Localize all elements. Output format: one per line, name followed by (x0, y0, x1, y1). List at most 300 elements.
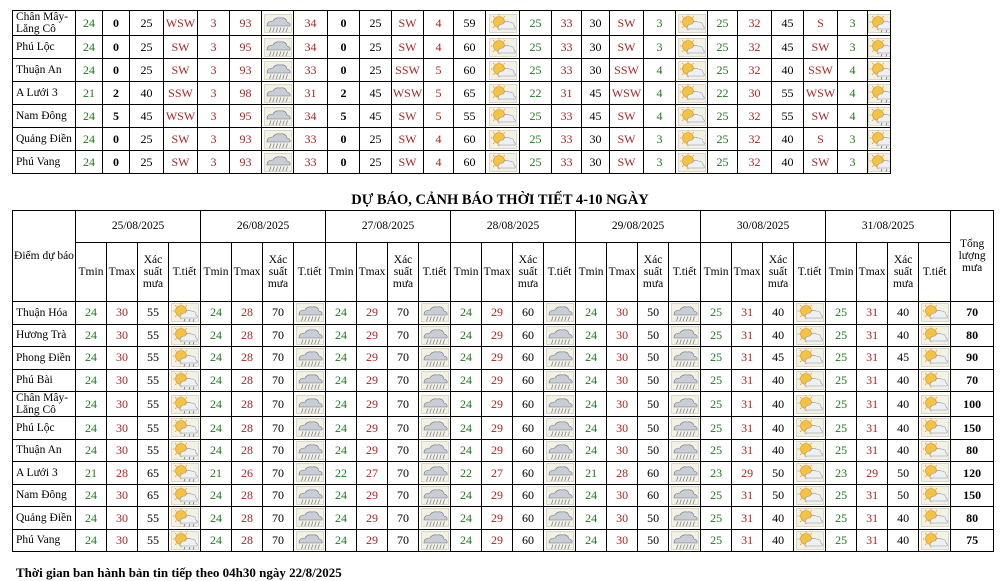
top-table-row (13, 36, 891, 59)
rain-probability-value: 40 (888, 392, 919, 417)
partly-cloudy-icon (486, 128, 520, 151)
tmax-value: 30 (107, 392, 138, 417)
partly-cloudy-icon (794, 369, 826, 392)
humidity-value: 30 (582, 59, 610, 82)
wind-speed-value: 3 (198, 11, 230, 36)
tmax-value: 34 (294, 105, 328, 128)
tmax-value: 30 (107, 347, 138, 370)
rain-probability-value: 60 (638, 484, 669, 507)
tmax-value: 30 (607, 484, 638, 507)
humidity-max-value: 93 (230, 59, 262, 82)
wind-speed-value: 4 (838, 105, 868, 128)
partly-cloudy-icon (794, 324, 826, 347)
tmax-value: 31 (294, 82, 328, 105)
rain-probability-value: 40 (763, 324, 794, 347)
wind-speed-value: 4 (644, 59, 676, 82)
tmax-value: 31 (732, 302, 763, 325)
tmax-value: 30 (107, 529, 138, 552)
weather-header: T.tiết (294, 242, 326, 301)
rain-probability-value: 60 (513, 302, 544, 325)
partly-cloudy-icon (676, 36, 708, 59)
partly-cloudy-icon (676, 11, 708, 36)
tmax-value: 27 (482, 462, 513, 485)
tmin-value: 25 (701, 439, 732, 462)
tmin-value: 22 (520, 82, 552, 105)
rain-probability-value: 40 (888, 369, 919, 392)
wind-dir-value: SW (392, 128, 424, 151)
humidity-value: 40 (772, 128, 804, 151)
rain-cloud-icon (294, 324, 326, 347)
wind-dir-value: SW (164, 59, 198, 82)
tmin-value: 25 (701, 417, 732, 440)
sun-shower-icon (169, 484, 201, 507)
rain-probability-value: 50 (638, 392, 669, 417)
weather-header: T.tiết (544, 242, 576, 301)
tmin-value: 24 (326, 392, 357, 417)
rain-cloud-icon (262, 151, 294, 174)
tmin-value: 25 (708, 128, 738, 151)
tmax-value: 33 (294, 151, 328, 174)
rain-cloud-icon (419, 324, 451, 347)
rain-cloud-icon (262, 82, 294, 105)
wind-dir-value: SW (392, 105, 424, 128)
wind-dir-value: S (804, 11, 838, 36)
partly-cloudy-icon (676, 59, 708, 82)
forecast-table-body (13, 302, 994, 552)
date-header: 30/08/2025 (701, 211, 826, 243)
tmax-value: 31 (732, 324, 763, 347)
sun-shower-icon (169, 347, 201, 370)
tmax-value: 26 (232, 462, 263, 485)
tmax-value: 31 (857, 347, 888, 370)
humidity-value: 40 (772, 151, 804, 174)
rain-probability-value: 65 (138, 484, 169, 507)
wind-dir-value: SW (804, 36, 838, 59)
rain-probability-value: 70 (388, 324, 419, 347)
rain-cloud-icon (294, 347, 326, 370)
prob-header: Xác suất mưa (263, 242, 294, 301)
tmin-value: 25 (708, 36, 738, 59)
tmin-header: Tmin (201, 242, 232, 301)
wind-dir-value: WSW (164, 11, 198, 36)
tmin-value: 25 (708, 151, 738, 174)
wind-speed-value: 4 (424, 128, 454, 151)
rain-probability-value: 50 (638, 439, 669, 462)
tmin-value: 25 (520, 105, 552, 128)
tmin-value: 22 (326, 462, 357, 485)
tmin-value: 24 (201, 529, 232, 552)
tmin-value: 24 (201, 507, 232, 530)
partly-cloudy-icon (794, 439, 826, 462)
date-header-row (13, 211, 994, 243)
wind-speed-value: 5 (424, 105, 454, 128)
tmin-value: 25 (701, 347, 732, 370)
prob-header: Xác suất mưa (513, 242, 544, 301)
humidity-value: 60 (454, 36, 486, 59)
rain-value: 0 (103, 128, 130, 151)
rain-cloud-icon (419, 439, 451, 462)
tmax-value: 31 (732, 507, 763, 530)
tmax-value: 30 (107, 484, 138, 507)
rain-value: 0 (103, 36, 130, 59)
wind-speed-value: 5 (424, 59, 454, 82)
rain-probability-value: 50 (638, 507, 669, 530)
tmin-value: 24 (451, 392, 482, 417)
partly-cloudy-icon (794, 507, 826, 530)
tmin-value: 24 (326, 347, 357, 370)
rain-probability-value: 70 (388, 347, 419, 370)
humidity-value: 60 (454, 59, 486, 82)
rain-probability-value: 50 (638, 302, 669, 325)
total-rain-value: 150 (951, 484, 994, 507)
tmax-value: 29 (482, 392, 513, 417)
prob-header: Xác suất mưa (638, 242, 669, 301)
tmax-value: 29 (357, 417, 388, 440)
forecast-title: DỰ BÁO, CẢNH BÁO THỜI TIẾT 4-10 NGÀY (351, 192, 649, 208)
tmin-value: 24 (576, 302, 607, 325)
tmin-value: 24 (576, 324, 607, 347)
rain-cloud-icon (294, 507, 326, 530)
wind-dir-value: SW (164, 151, 198, 174)
tmax-value: 29 (357, 392, 388, 417)
tmax-value: 29 (857, 462, 888, 485)
tmin-value: 21 (76, 462, 107, 485)
rain-value: 5 (103, 105, 130, 128)
total-rain-value: 150 (951, 417, 994, 440)
rain-cloud-icon (294, 369, 326, 392)
tmax-value: 29 (357, 369, 388, 392)
rain-cloud-icon (669, 302, 701, 325)
humidity-value: 40 (772, 59, 804, 82)
tmin-value: 24 (76, 417, 107, 440)
date-header: 29/08/2025 (576, 211, 701, 243)
rain-cloud-icon (294, 529, 326, 552)
humidity-value: 60 (454, 151, 486, 174)
wind-dir-value: SSW (392, 59, 424, 82)
wind-dir-value: SW (610, 128, 644, 151)
tmax-value: 28 (232, 507, 263, 530)
rain-probability-value: 70 (263, 347, 294, 370)
tmin-value: 25 (708, 11, 738, 36)
tmin-value: 24 (326, 324, 357, 347)
tmax-value: 30 (607, 347, 638, 370)
forecast-row (13, 462, 994, 485)
humidity-value: 40 (130, 82, 164, 105)
rain-probability-value: 60 (513, 369, 544, 392)
tmax-value: 29 (482, 302, 513, 325)
tmax-value: 33 (552, 11, 582, 36)
tmin-header: Tmin (76, 242, 107, 301)
wind-speed-value: 3 (838, 11, 868, 36)
prob-header: Xác suất mưa (763, 242, 794, 301)
partly-cloudy-icon (486, 59, 520, 82)
location-name: Quảng Điền (13, 507, 76, 530)
rain-probability-value: 60 (513, 392, 544, 417)
top-table-row (13, 11, 891, 36)
tmin-value: 24 (576, 484, 607, 507)
tmax-value: 31 (857, 324, 888, 347)
sun-shower-icon (169, 392, 201, 417)
tmin-value: 25 (520, 36, 552, 59)
wind-speed-value: 5 (424, 82, 454, 105)
rain-cloud-icon (669, 347, 701, 370)
rain-probability-value: 60 (513, 347, 544, 370)
tmin-value: 25 (826, 324, 857, 347)
rain-probability-value: 55 (138, 417, 169, 440)
partly-cloudy-icon (676, 105, 708, 128)
sun-shower-icon (868, 151, 891, 174)
rain-probability-value: 70 (263, 507, 294, 530)
date-header: 27/08/2025 (326, 211, 451, 243)
top-table-row (13, 151, 891, 174)
tmax-value: 29 (357, 484, 388, 507)
tmax-value: 29 (357, 302, 388, 325)
tmin-value: 24 (576, 392, 607, 417)
partly-cloudy-icon (676, 151, 708, 174)
tmin-value: 24 (576, 529, 607, 552)
tmax-value: 29 (482, 439, 513, 462)
sun-shower-icon (868, 82, 891, 105)
humidity-value: 25 (130, 151, 164, 174)
rain-probability-value: 50 (763, 484, 794, 507)
rain-cloud-icon (294, 439, 326, 462)
wind-speed-value: 3 (644, 128, 676, 151)
humidity-value: 30 (582, 36, 610, 59)
humidity-value: 25 (360, 36, 392, 59)
rain-probability-value: 50 (638, 324, 669, 347)
humidity-max-value: 95 (230, 36, 262, 59)
tmax-value: 31 (857, 392, 888, 417)
date-header: 25/08/2025 (76, 211, 201, 243)
total-rain-header: Tổng lượng mưa (951, 211, 994, 302)
tmax-value: 28 (232, 392, 263, 417)
tmax-value: 31 (732, 369, 763, 392)
tmin-value: 24 (451, 439, 482, 462)
tmax-value: 28 (232, 324, 263, 347)
tmax-value: 32 (738, 128, 772, 151)
partly-cloudy-icon (794, 417, 826, 440)
forecast-row (13, 529, 994, 552)
rain-cloud-icon (419, 507, 451, 530)
next-bulletin-note: Thời gian ban hành bản tin tiếp theo 04h30 ngày 22/8/2025 (16, 565, 342, 580)
tmax-value: 28 (232, 529, 263, 552)
humidity-value: 25 (360, 11, 392, 36)
partly-cloudy-icon (919, 484, 951, 507)
tmin-value: 22 (708, 82, 738, 105)
tmin-header: Tmin (326, 242, 357, 301)
partly-cloudy-icon (919, 369, 951, 392)
wind-dir-value: SW (804, 105, 838, 128)
tmin-value: 25 (520, 59, 552, 82)
rain-probability-value: 60 (638, 462, 669, 485)
tmin-value: 24 (451, 324, 482, 347)
forecast-row (13, 324, 994, 347)
tmax-value: 32 (738, 105, 772, 128)
tmin-header: Tmin (451, 242, 482, 301)
tmin-value: 24 (326, 417, 357, 440)
tmax-value: 30 (607, 507, 638, 530)
rain-probability-value: 45 (888, 347, 919, 370)
prob-header: Xác suất mưa (388, 242, 419, 301)
tmax-value: 33 (552, 105, 582, 128)
wind-speed-value: 3 (198, 59, 230, 82)
tmin-value: 24 (451, 347, 482, 370)
humidity-max-value: 93 (230, 151, 262, 174)
location-header: Điểm dự báo (13, 211, 76, 302)
tmin-value: 25 (701, 507, 732, 530)
humidity-value: 25 (130, 128, 164, 151)
rain-probability-value: 60 (513, 439, 544, 462)
partly-cloudy-icon (919, 324, 951, 347)
wind-speed-value: 4 (644, 82, 676, 105)
weather-header: T.tiết (169, 242, 201, 301)
tmax-value: 28 (107, 462, 138, 485)
tmin-value: 25 (826, 439, 857, 462)
rain-value: 0 (328, 11, 360, 36)
tmin-value: 24 (76, 11, 103, 36)
tmax-value: 31 (857, 529, 888, 552)
humidity-max-value: 95 (230, 105, 262, 128)
rain-probability-value: 55 (138, 439, 169, 462)
rain-cloud-icon (419, 347, 451, 370)
top-forecast-table (12, 10, 891, 174)
humidity-value: 25 (360, 151, 392, 174)
tmax-value: 31 (857, 439, 888, 462)
tmax-value: 30 (738, 82, 772, 105)
rain-cloud-icon (669, 439, 701, 462)
humidity-value: 30 (582, 151, 610, 174)
top-table-row (13, 128, 891, 151)
tmax-header: Tmax (607, 242, 638, 301)
total-rain-value: 120 (951, 462, 994, 485)
rain-probability-value: 40 (888, 507, 919, 530)
tmin-value: 24 (576, 507, 607, 530)
partly-cloudy-icon (486, 36, 520, 59)
tmax-value: 28 (232, 417, 263, 440)
tmin-value: 25 (701, 529, 732, 552)
tmax-value: 31 (732, 529, 763, 552)
tmax-value: 28 (232, 369, 263, 392)
tmax-value: 33 (552, 128, 582, 151)
rain-probability-value: 50 (888, 484, 919, 507)
rain-probability-value: 40 (763, 392, 794, 417)
location-name: Thuận An (13, 59, 76, 82)
rain-cloud-icon (294, 392, 326, 417)
tmin-value: 24 (201, 347, 232, 370)
rain-cloud-icon (544, 417, 576, 440)
location-name: A Lưới 3 (13, 82, 76, 105)
rain-cloud-icon (262, 11, 294, 36)
sun-shower-icon (169, 462, 201, 485)
rain-cloud-icon (669, 369, 701, 392)
tmax-value: 27 (357, 462, 388, 485)
sun-shower-icon (169, 417, 201, 440)
rain-cloud-icon (669, 529, 701, 552)
rain-probability-value: 50 (888, 462, 919, 485)
tmin-value: 24 (76, 369, 107, 392)
tmin-value: 24 (576, 369, 607, 392)
tmax-value: 30 (607, 392, 638, 417)
tmax-value: 30 (107, 507, 138, 530)
rain-probability-value: 50 (638, 529, 669, 552)
tmax-value: 30 (607, 369, 638, 392)
rain-probability-value: 60 (513, 417, 544, 440)
wind-speed-value: 4 (424, 151, 454, 174)
top-table-row (13, 82, 891, 105)
wind-speed-value: 3 (198, 82, 230, 105)
rain-cloud-icon (544, 507, 576, 530)
forecast-row (13, 369, 994, 392)
wind-dir-value: WSW (392, 82, 424, 105)
tmin-value: 25 (826, 369, 857, 392)
wind-speed-value: 3 (198, 128, 230, 151)
rain-probability-value: 70 (388, 507, 419, 530)
sun-shower-icon (868, 11, 891, 36)
tmax-value: 31 (857, 369, 888, 392)
rain-cloud-icon (544, 484, 576, 507)
tmin-value: 24 (451, 529, 482, 552)
rain-cloud-icon (294, 462, 326, 485)
sun-shower-icon (868, 128, 891, 151)
tmax-header: Tmax (482, 242, 513, 301)
sun-shower-icon (169, 507, 201, 530)
sub-header-row (13, 242, 994, 301)
rain-probability-value: 70 (263, 529, 294, 552)
wind-dir-value: SW (610, 105, 644, 128)
tmax-value: 32 (738, 11, 772, 36)
rain-cloud-icon (544, 324, 576, 347)
humidity-max-value: 93 (230, 128, 262, 151)
location-name: Quảng Điền (13, 128, 76, 151)
rain-probability-value: 70 (263, 324, 294, 347)
rain-cloud-icon (419, 369, 451, 392)
rain-cloud-icon (544, 369, 576, 392)
rain-cloud-icon (669, 484, 701, 507)
wind-speed-value: 4 (838, 82, 868, 105)
wind-dir-value: SW (610, 11, 644, 36)
humidity-value: 55 (772, 105, 804, 128)
tmax-value: 29 (732, 462, 763, 485)
rain-probability-value: 70 (263, 302, 294, 325)
rain-probability-value: 60 (513, 507, 544, 530)
humidity-max-value: 98 (230, 82, 262, 105)
wind-dir-value: SW (392, 36, 424, 59)
rain-probability-value: 70 (388, 302, 419, 325)
tmax-value: 30 (107, 324, 138, 347)
sun-shower-icon (868, 36, 891, 59)
sun-shower-icon (169, 439, 201, 462)
tmin-value: 24 (326, 439, 357, 462)
rain-cloud-icon (419, 302, 451, 325)
tmax-header: Tmax (357, 242, 388, 301)
tmax-value: 33 (552, 59, 582, 82)
tmin-value: 24 (451, 417, 482, 440)
tmin-value: 24 (76, 128, 103, 151)
humidity-value: 55 (772, 82, 804, 105)
tmin-value: 24 (76, 347, 107, 370)
humidity-value: 25 (360, 59, 392, 82)
tmax-value: 30 (607, 324, 638, 347)
date-header: 28/08/2025 (451, 211, 576, 243)
tmin-value: 24 (76, 507, 107, 530)
tmin-value: 23 (701, 462, 732, 485)
wind-dir-value: SW (610, 36, 644, 59)
rain-cloud-icon (544, 347, 576, 370)
humidity-value: 59 (454, 11, 486, 36)
rain-cloud-icon (669, 462, 701, 485)
rain-probability-value: 60 (513, 529, 544, 552)
tmin-header: Tmin (701, 242, 732, 301)
